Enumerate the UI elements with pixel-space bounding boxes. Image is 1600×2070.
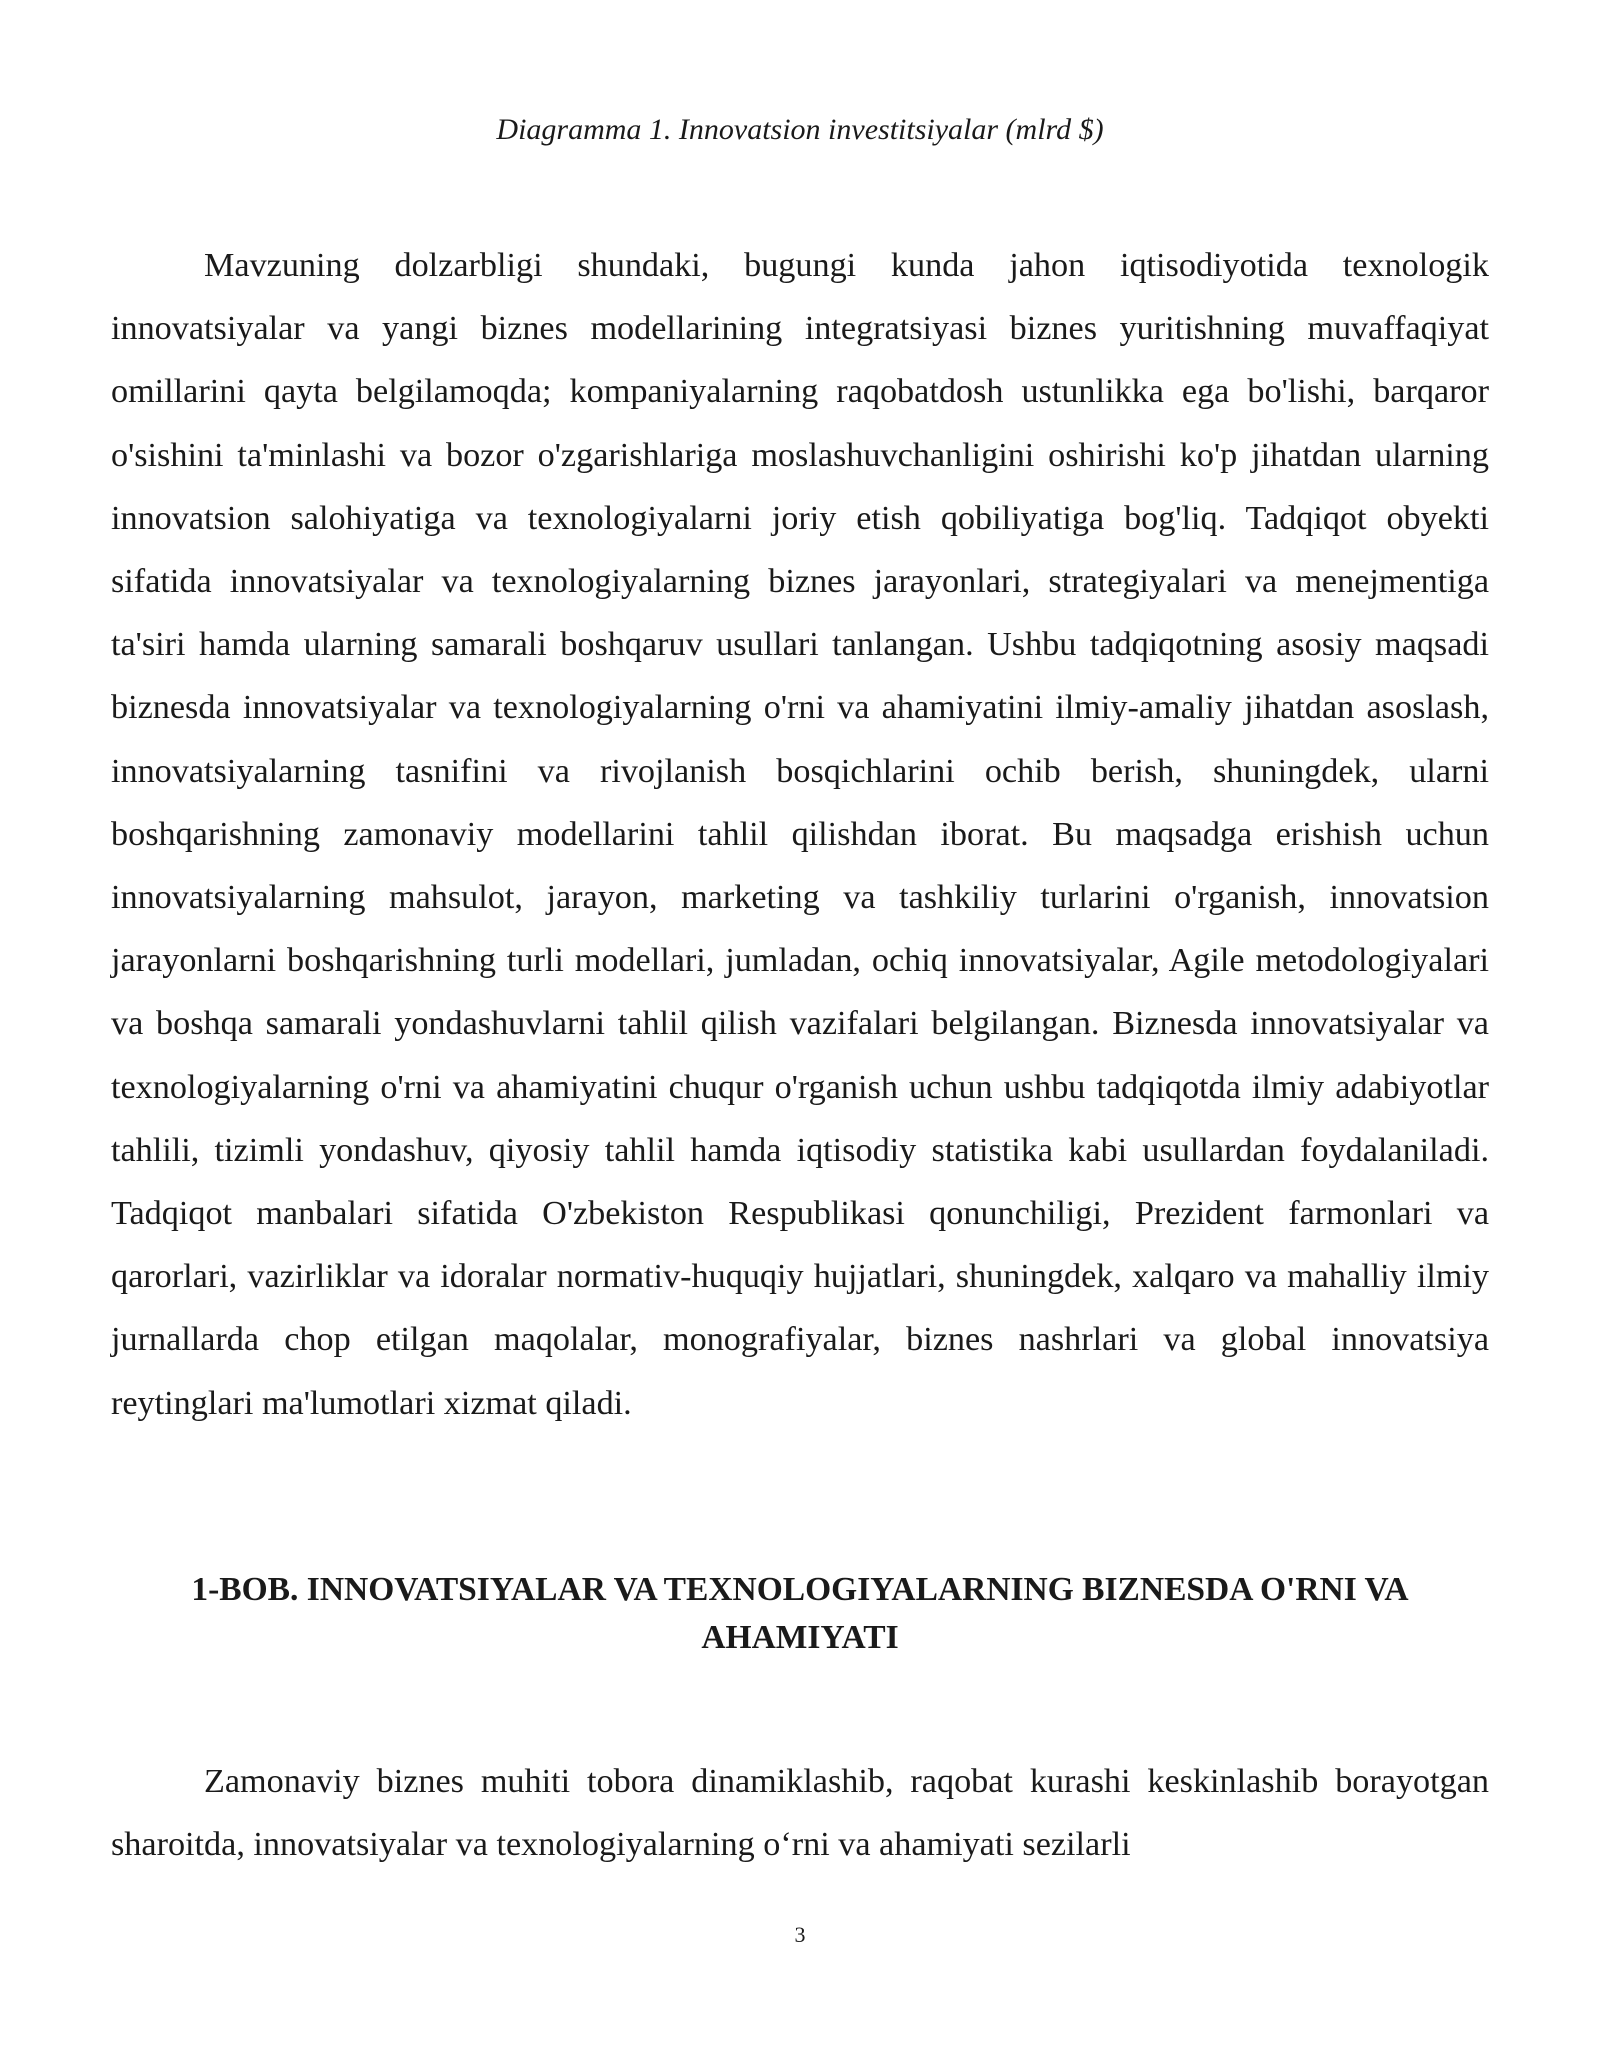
body-paragraph-intro: Mavzuning dolzarbligi shundaki, bugungi kunda jahon iqtisodiyotida texnologik innovatsiyalar va yangi biznes modellarining integratsiyasi biznes yuritishning muvaffaqiyat omillarini qayta belgilamoqda; kompaniyalarning raqobatdosh ustunlikka ega bo'lishi, barqaror o'sishini ta'minlashi va bozor o'zgarishlariga moslashuvchanligini oshirishi ko'p jihatdan ularning innovatsion salohiyatiga va texnologiyalarni joriy etish qobiliyatiga bog'liq. Tadqiqot obyekti sifatida innovatsiyalar va texnologiyalarning biznes jarayonlari, strategiyalari va menejmentiga ta'siri hamda ularning samarali boshqaruv usullari tanlangan. Ushbu tadqiqotning asosiy maqsadi biznesda innovatsiyalar va texnologiyalarning o'rni va ahamiyatini ilmiy-amaliy jihatdan asoslash, innovatsiyalarning tasnifini va rivojlanish bosqichlarini ochib berish, shuningdek, ularni boshqarishning zamonaviy modellarini tahlil qilishdan iborat. Bu maqsadga erishish uchun innovatsiyalarning mahsulot, jarayon, marketing va tashkiliy turlarini o'rganish, innovatsion jarayonlarni boshqarishning turli modellari, jumladan, ochiq innovatsiyalar, Agile metodologiyalari va boshqa samarali yondashuvlarni tahlil qilish vazifalari belgilangan. Biznesda innovatsiyalar va texnologiyalarning o'rni va ahamiyatini chuqur o'rganish uchun ushbu tadqiqotda ilmiy adabiyotlar tahlili, tizimli yondashuv, qiyosiy tahlil hamda iqtisodiy statistika kabi usullardan foydalaniladi. Tadqiqot manbalari sifatida O'zbekiston Respublikasi qonunchiligi, Prezident farmonlari va qarorlari, vazirliklar va idoralar normativ-huquqiy hujjatlari, shuningdek, xalqaro va mahalliy ilmiy jurnallarda chop etilgan maqolalar, monografiyalar, biznes nashrlari va global innovatsiya reytinglari ma'lumotlari xizmat qiladi. (111, 247, 1489, 1422)
figure-caption: Diagramma 1. Innovatsion investitsiyalar (mlrd $) (496, 113, 1104, 146)
body-paragraph-chapter-start: Zamonaviy biznes muhiti tobora dinamiklashib, raqobat kurashi keskinlashib borayotgan sharoitda, innovatsiyalar va texnologiyalarning o‘rni va ahamiyati sezilarli (111, 1763, 1489, 1864)
chapter-heading: 1-BOB. INNOVATSIYALAR VA TEXNOLOGIYALARNING BIZNESDA O'RNI VA AHAMIYATI (191, 1571, 1409, 1656)
page-number: 3 (794, 1922, 806, 1947)
